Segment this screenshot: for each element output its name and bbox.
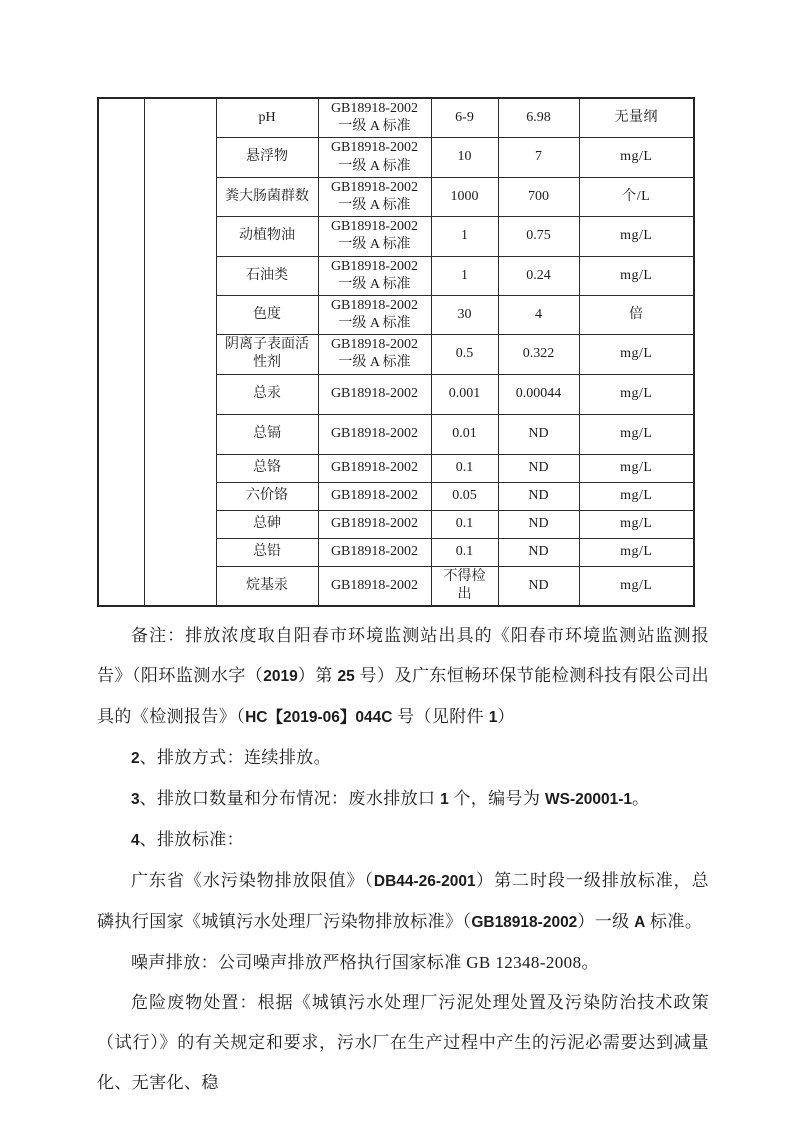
text-run: 、排放口数量和分布情况：废水排放口 — [139, 789, 441, 809]
text-run: 个，编号为 — [448, 789, 546, 809]
measured-value-cell: 7 — [498, 138, 579, 177]
pollutant-name-cell: 总铅 — [216, 538, 318, 566]
measured-value-cell: ND — [498, 510, 579, 538]
pollutant-name-cell: 总镉 — [216, 414, 318, 454]
standard-line: GB18918-2002 — [330, 577, 419, 593]
text-run: HC【2019-06】044C — [245, 709, 393, 727]
hazardous-waste-disposal — [97, 983, 709, 1103]
standard-line: GB18918-2002 — [330, 297, 419, 313]
text-run: 2019 — [263, 668, 298, 686]
text-run: 1 — [440, 791, 449, 809]
limit-value-cell: 30 — [431, 295, 498, 334]
measured-value-cell: 700 — [498, 177, 579, 216]
text-run: 、排放方式：连续排放。 — [139, 748, 332, 768]
text-run: 2 — [131, 750, 140, 768]
standard-line: GB18918-2002 — [330, 258, 419, 274]
table-body — [98, 98, 694, 606]
pollutant-name-cell: 粪大肠菌群数 — [216, 177, 318, 216]
text-run: 。 — [632, 789, 650, 809]
unit-cell: mg/L — [579, 538, 694, 566]
pollutant-name-cell: 总砷 — [216, 510, 318, 538]
text-run: 标准。 — [645, 912, 703, 932]
standard-line: GB18918-2002 — [330, 516, 419, 532]
measured-value-cell: ND — [498, 538, 579, 566]
standard-line: GB18918-2002 — [330, 544, 419, 560]
pollutant-name-cell: 悬浮物 — [216, 138, 318, 177]
text-run: ）第 — [297, 666, 338, 686]
limit-value-cell: 6-9 — [431, 98, 498, 138]
standard-cell — [318, 335, 431, 374]
text-run: ）第二时段一级排放标准，总磷执行国家《城镇污水处理厂污染物排放标准》（ — [97, 871, 709, 932]
standard-cell — [318, 414, 431, 454]
pollutant-name-cell: 动植物油 — [216, 217, 318, 256]
effluent-monitoring-table — [97, 97, 695, 607]
unit-cell: mg/L — [579, 510, 694, 538]
standard-cell — [318, 566, 431, 606]
standard-cell — [318, 177, 431, 216]
unit-cell: mg/L — [579, 482, 694, 510]
text-run: ）一级 — [577, 912, 635, 932]
standard-line: GB18918-2002 — [330, 179, 419, 195]
pollutant-name-cell: pH — [216, 98, 318, 138]
standard-line: GB18918-2002 — [330, 426, 419, 442]
unit-cell: mg/L — [579, 566, 694, 606]
standard-cell — [318, 454, 431, 482]
unit-cell: mg/L — [579, 454, 694, 482]
pollutant-name-cell: 色度 — [216, 295, 318, 334]
standard-line: GB18918-2002 — [330, 488, 419, 504]
noise-emission — [97, 943, 709, 983]
text-run: GB18918-2002 — [471, 914, 578, 932]
item-4-discharge-standard — [97, 820, 709, 861]
item-2-discharge-mode — [97, 738, 709, 779]
standard-cell — [318, 482, 431, 510]
limit-value-cell: 0.001 — [431, 374, 498, 414]
standard-line: GB18918-2002 — [330, 140, 419, 156]
measured-value-cell: 0.75 — [498, 217, 579, 256]
standard-detail — [97, 861, 709, 943]
text-run: 3 — [131, 791, 140, 809]
standard-cell — [318, 374, 431, 414]
standard-cell — [318, 256, 431, 295]
unit-cell: mg/L — [579, 217, 694, 256]
measured-value-cell: 0.00044 — [498, 374, 579, 414]
unit-cell: mg/L — [579, 138, 694, 177]
text-run: WS-20001-1 — [545, 791, 633, 809]
text-run: ） — [497, 707, 515, 727]
standard-line: 一级 A 标准 — [338, 276, 411, 292]
limit-value-cell: 10 — [431, 138, 498, 177]
text-run: 25 — [337, 668, 355, 686]
standard-cell — [318, 98, 431, 138]
table-row — [98, 98, 694, 138]
unit-cell: mg/L — [579, 335, 694, 374]
standard-line: GB18918-2002 — [330, 460, 419, 476]
standard-line: 一级 A 标准 — [338, 197, 411, 213]
item-3-outlet-count — [97, 779, 709, 820]
text-run: 号）及广东恒畅环保节能检测科技有限公司出具的《检测报告》（ — [97, 666, 709, 727]
limit-value-cell: 0.5 — [431, 335, 498, 374]
unit-cell: 个/L — [579, 177, 694, 216]
limit-value-cell: 0.1 — [431, 538, 498, 566]
standard-line: 一级 A 标准 — [338, 119, 411, 135]
limit-value-cell: 0.01 — [431, 414, 498, 454]
unit-cell: 倍 — [579, 295, 694, 334]
limit-value-cell: 0.1 — [431, 510, 498, 538]
standard-cell — [318, 295, 431, 334]
limit-value-cell: 1 — [431, 217, 498, 256]
limit-value-cell: 1000 — [431, 177, 498, 216]
measured-value-cell: ND — [498, 454, 579, 482]
standard-line: 一级 A 标准 — [338, 158, 411, 174]
text-run: 4 — [131, 832, 140, 850]
limit-value-cell: 1 — [431, 256, 498, 295]
paragraphs — [97, 616, 709, 1103]
text-run: 噪声排放：公司噪声排放严格执行国家标准 GB 12348-2008。 — [131, 953, 599, 973]
left-span-cell-inner — [144, 98, 216, 606]
standard-line: GB18918-2002 — [330, 219, 419, 235]
text-run: 广东省《水污染物排放限值》（ — [131, 871, 374, 891]
unit-cell: mg/L — [579, 374, 694, 414]
remark-note — [97, 616, 709, 738]
limit-value-cell: 0.05 — [431, 482, 498, 510]
text-run: DB44-26-2001 — [373, 873, 476, 891]
standard-cell — [318, 538, 431, 566]
standard-line: 一级 A 标准 — [338, 237, 411, 253]
measured-value-cell: ND — [498, 482, 579, 510]
document-page — [97, 97, 709, 1103]
measured-value-cell: 0.24 — [498, 256, 579, 295]
standard-line: GB18918-2002 — [330, 101, 419, 116]
measured-value-cell: 4 — [498, 295, 579, 334]
limit-value-cell: 不得检出 — [431, 566, 498, 606]
measured-value-cell: ND — [498, 414, 579, 454]
pollutant-name-cell: 总汞 — [216, 374, 318, 414]
pollutant-name-cell: 烷基汞 — [216, 566, 318, 606]
standard-line: 一级 A 标准 — [338, 316, 411, 332]
standard-line: 一级 A 标准 — [338, 355, 411, 371]
unit-cell: mg/L — [579, 414, 694, 454]
standard-cell — [318, 217, 431, 256]
left-span-cell-outer — [98, 98, 144, 606]
unit-cell: 无量纲 — [579, 98, 694, 138]
standard-line: GB18918-2002 — [330, 337, 419, 353]
text-run: A — [634, 914, 646, 932]
text-run: 1 — [488, 709, 498, 727]
measured-value-cell: ND — [498, 566, 579, 606]
text-run: 号（见附件 — [392, 707, 489, 727]
measured-value-cell: 6.98 — [498, 98, 579, 138]
pollutant-name-cell: 六价铬 — [216, 482, 318, 510]
pollutant-name-cell: 总铬 — [216, 454, 318, 482]
text-run: 、排放标准： — [139, 830, 245, 850]
standard-cell — [318, 138, 431, 177]
text-run: 危险废物处置：根据《城镇污水处理厂污泥处理处置及污染防治技术政策（试行）》的有关规定和要求，污水厂在生产过程中产生的污泥必需要达到减量化、无害化、稳 — [97, 993, 709, 1093]
unit-cell: mg/L — [579, 256, 694, 295]
text-run: 备注：排放浓度取自阳春市环境监测站出具的《阳春市环境监测站监测报告》（阳环监测水字（ — [97, 626, 709, 686]
pollutant-name-cell: 阴离子表面活性剂 — [216, 335, 318, 374]
measured-value-cell: 0.322 — [498, 335, 579, 374]
standard-line: GB18918-2002 — [330, 386, 419, 402]
standard-cell — [318, 510, 431, 538]
limit-value-cell: 0.1 — [431, 454, 498, 482]
pollutant-name-cell: 石油类 — [216, 256, 318, 295]
